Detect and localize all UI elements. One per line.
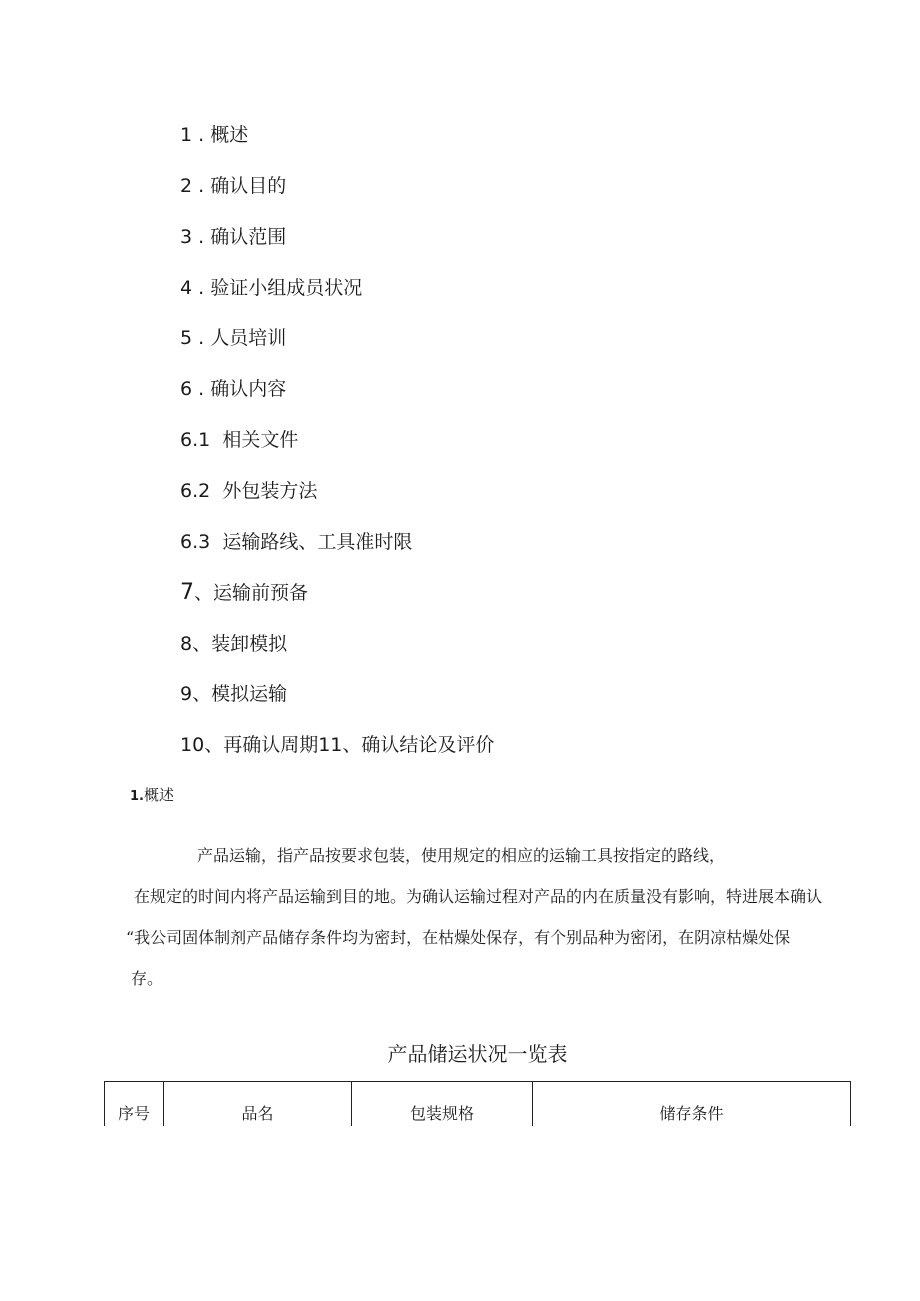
paragraph-line-3: “我公司固体制剂产品储存条件均为密封，在枯燥处保存，有个别品种为密闭，在阴凉枯燥处保 [126,928,791,947]
toc-item-8 [180,632,287,656]
toc-item-number: 3 [180,226,193,248]
toc-item-3 [180,225,286,249]
toc-item-number: 1 [180,124,193,146]
toc-item-label: 确认范围 [210,226,287,248]
toc-item-9 [180,682,287,706]
toc-item-number: 5 [180,327,193,349]
toc-item-separator [210,480,222,502]
toc-item-label: 再确认周期11、确认结论及评价 [223,734,495,756]
toc-item-number: 2 [180,175,193,197]
toc-item-4 [180,276,362,300]
paragraph-line-4: 存。 [131,969,164,988]
toc-item-7 [180,581,308,605]
section-title: 概述 [143,786,174,804]
toc-item-5 [180,326,286,350]
toc-item-label: 运输路线、工具准时限 [222,531,413,553]
paragraph-line-2: 在规定的时间内将产品运输到目的地。为确认运输过程对产品的内在质量没有影响，特进展本确认 [134,887,823,906]
storage-table [104,1081,851,1126]
toc-item-separator: . [192,226,211,248]
toc-item-label: 模拟运输 [211,683,288,705]
toc-item-10 [180,733,494,757]
toc-item-label: 概述 [210,124,249,146]
table-header-package-spec: 包装规格 [351,1082,532,1126]
toc-item-number: 9 [180,683,193,705]
toc-item-number: 6.1 [180,429,211,451]
toc-item-2 [180,174,286,198]
toc-item-number: 4 [180,277,193,299]
toc-item-1 [180,123,248,147]
toc-item-separator: 、 [192,683,212,705]
toc-item-label: 运输前预备 [213,582,309,604]
toc-item-separator: . [192,277,211,299]
toc-item-separator [210,429,222,451]
toc-item-number: 6 [180,378,193,400]
toc-item-label: 人员培训 [210,327,287,349]
toc-item-number: 8 [180,633,193,655]
toc-item-number: 7 [180,580,194,605]
toc-item-6-1 [180,428,298,452]
section-number: 1. [130,789,144,804]
toc-item-label: 验证小组成员状况 [210,277,363,299]
toc-item-6 [180,377,286,401]
toc-item-number: 10 [180,734,205,756]
toc-item-separator: . [192,378,211,400]
section-heading [130,785,174,807]
toc-item-label: 相关文件 [222,429,299,451]
table-header-product-name: 品名 [163,1082,351,1126]
toc-item-label: 确认内容 [210,378,287,400]
table-header-index: 序号 [104,1082,163,1126]
toc-item-label: 确认目的 [210,175,287,197]
toc-item-separator: . [192,175,211,197]
toc-item-separator: . [192,124,211,146]
toc-item-6-2 [180,479,317,503]
toc-item-separator [210,531,222,553]
paragraph-line-1: 产品运输，指产品按要求包装，使用规定的相应的运输工具按指定的路线， [197,846,726,865]
toc-item-separator: . [192,327,211,349]
toc-item-number: 6.2 [180,480,211,502]
table-header-storage-condition: 储存条件 [532,1082,851,1126]
toc-item-label: 外包装方法 [222,480,318,502]
toc-item-6-3 [180,530,412,554]
toc-item-separator: 、 [204,734,224,756]
toc-item-separator: 、 [192,633,212,655]
table-title: 产品储运状况一览表 [387,1042,568,1066]
toc-item-separator: 、 [194,582,214,604]
toc-item-label: 装卸模拟 [211,633,288,655]
toc-item-number: 6.3 [180,531,211,553]
